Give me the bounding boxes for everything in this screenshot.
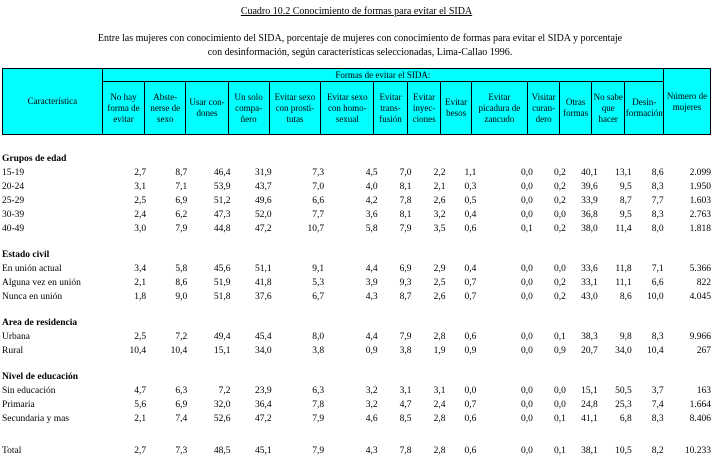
cell-value: 0,2	[553, 168, 566, 178]
cell-value: 2,2	[433, 168, 446, 178]
cell-value: 6,6	[651, 278, 664, 288]
cell-value: 3,2	[365, 386, 378, 396]
cell-value: 0,0	[464, 386, 477, 396]
cell-value: 9.966	[689, 332, 711, 342]
cell-value: 2,6	[433, 196, 446, 206]
cell-value: 0,0	[553, 210, 566, 220]
cell-value: 7,1	[651, 264, 664, 274]
cell-value: 9,1	[312, 264, 325, 274]
cell-value: 3,5	[433, 224, 446, 234]
cell-value: 6,7	[312, 292, 325, 302]
cell-value: 25,3	[615, 400, 632, 410]
cell-value: 11,4	[615, 224, 632, 234]
cell-value: 0,9	[365, 346, 378, 356]
cell-value: 7,9	[399, 332, 412, 342]
row-label: 15-19	[2, 168, 25, 178]
section-title: Grupos de edad	[2, 154, 67, 164]
cell-value: 0,1	[521, 224, 533, 234]
cell-value: 0,7	[464, 400, 477, 410]
table-row	[2, 290, 711, 304]
cell-value: 8,0	[651, 224, 664, 234]
section-header	[2, 152, 711, 166]
cell-value: 2,7	[134, 168, 147, 178]
table-header	[2, 68, 711, 135]
cell-value: 8,7	[399, 292, 412, 302]
cell-value: 7,9	[399, 224, 412, 234]
cell-value: 6,6	[312, 196, 325, 206]
cell-value: 10,7	[307, 224, 325, 234]
cell-value: 8,7	[175, 168, 188, 178]
cell-value: 48,5	[213, 446, 231, 456]
cell-value: 4,4	[365, 332, 378, 342]
cell-value: 0,2	[553, 278, 566, 288]
cell-value: 7,2	[175, 332, 188, 342]
cell-value: 50,5	[615, 386, 632, 396]
cell-value: 8,6	[619, 292, 632, 302]
table-subtitle	[60, 32, 660, 60]
cell-value: 2.099	[689, 168, 711, 178]
cell-value: 2,4	[433, 400, 446, 410]
cell-value: 20,7	[581, 346, 598, 356]
cell-value: 0,0	[521, 292, 533, 302]
cell-value: 0,6	[464, 446, 477, 456]
cell-value: 2,8	[433, 446, 446, 456]
cell-value: 7,0	[399, 168, 412, 178]
cell-value: 0,2	[553, 224, 566, 234]
cell-value: 0,0	[521, 386, 533, 396]
row-label: 25-29	[2, 196, 25, 206]
section-header	[2, 370, 711, 384]
cell-value: 4.045	[689, 292, 711, 302]
spacer-row	[2, 358, 711, 370]
cell-value: 10,4	[129, 346, 147, 356]
cell-value: 0,0	[521, 168, 533, 178]
cell-value: 41,1	[581, 414, 598, 424]
row-label: Nunca en unión	[2, 292, 63, 302]
table-body	[2, 152, 711, 458]
cell-value: 7,4	[175, 414, 188, 424]
cell-value: 0,0	[521, 414, 533, 424]
header-col: Otras formas	[560, 82, 592, 135]
cell-value: 8,3	[651, 414, 664, 424]
cell-value: 7,7	[312, 210, 325, 220]
cell-value: 0,0	[521, 196, 533, 206]
cell-value: 43,0	[581, 292, 598, 302]
cell-value: 3,8	[399, 346, 412, 356]
cell-value: 8,0	[312, 332, 325, 342]
header-col: Evitar besos	[441, 82, 472, 135]
cell-value: 7,8	[399, 446, 412, 456]
header-caracteristica: Característica	[3, 69, 103, 135]
cell-value: 2,1	[134, 414, 147, 424]
cell-value: 8,5	[399, 414, 412, 424]
spacer-cell	[2, 426, 711, 438]
cell-value: 2,4	[134, 210, 147, 220]
row-label: Total	[2, 446, 22, 456]
cell-value: 0,7	[464, 278, 477, 288]
cell-value: 8,1	[399, 182, 412, 192]
cell-value: 41,8	[254, 278, 272, 288]
header-col: Visitar curan-dero	[527, 82, 560, 135]
cell-value: 33,6	[581, 264, 598, 274]
cell-value: 47,2	[254, 224, 272, 234]
header-col: No hay forma de evitar	[102, 82, 145, 135]
cell-value: 8,2	[651, 446, 664, 456]
cell-value: 34,0	[254, 346, 272, 356]
cell-value: 0,0	[553, 400, 566, 410]
cell-value: 2,5	[134, 332, 147, 342]
subtitle-line-1: Entre las mujeres con conocimiento del SIDA, porcentaje de mujeres con conocimiento de formas para evitar el SIDA y porcentaje	[97, 33, 623, 44]
header-col: Desin-formación	[625, 82, 664, 135]
cell-value: 15,1	[213, 346, 231, 356]
section-title: Nivel de educación	[2, 372, 78, 382]
cell-value: 2,7	[134, 446, 147, 456]
cell-value: 31,9	[254, 168, 272, 178]
cell-value: 10,4	[646, 346, 664, 356]
cell-value: 4,4	[365, 264, 378, 274]
cell-value: 0,2	[553, 196, 566, 206]
cell-value: 9,5	[619, 210, 632, 220]
cell-value: 47,2	[254, 414, 272, 424]
cell-value: 3,8	[312, 346, 325, 356]
cell-value: 267	[696, 346, 711, 356]
header-col: Evitar sexo con prosti-tutas	[269, 82, 321, 135]
row-label: Sin educación	[2, 386, 56, 396]
cell-value: 10,4	[170, 346, 188, 356]
section-header	[2, 248, 711, 262]
cell-value: 3,1	[433, 386, 446, 396]
cell-value: 822	[696, 278, 711, 288]
cell-value: 0,3	[464, 182, 477, 192]
cell-value: 0,0	[553, 264, 566, 274]
cell-value: 4,6	[365, 414, 378, 424]
row-label: Primaria	[2, 400, 35, 410]
cell-value: 52,0	[254, 210, 272, 220]
cell-value: 4,3	[365, 292, 378, 302]
cell-value: 0,1	[553, 446, 566, 456]
cell-value: 8,7	[619, 196, 632, 206]
cell-value: 0,0	[521, 182, 533, 192]
cell-value: 24,8	[581, 400, 598, 410]
cell-value: 10.233	[684, 446, 711, 456]
cell-value: 5.366	[689, 264, 711, 274]
spacer-row	[2, 304, 711, 316]
cell-value: 5,3	[312, 278, 325, 288]
cell-value: 8,3	[651, 332, 664, 342]
cell-value: 0,1	[553, 332, 566, 342]
cell-value: 23,9	[254, 386, 272, 396]
cell-value: 7,8	[312, 400, 325, 410]
cell-value: 45,1	[254, 446, 272, 456]
cell-value: 5,8	[365, 224, 378, 234]
cell-value: 38,3	[581, 332, 598, 342]
cell-value: 8,3	[651, 210, 664, 220]
cell-value: 1.818	[689, 224, 711, 234]
cell-value: 6,9	[175, 400, 188, 410]
cell-value: 0,0	[521, 210, 533, 220]
cell-value: 2,6	[433, 292, 446, 302]
cell-value: 51,1	[254, 264, 272, 274]
cell-value: 11,1	[615, 278, 632, 288]
table-row	[2, 166, 711, 180]
cell-value: 1,9	[433, 346, 446, 356]
cell-value: 3,2	[433, 210, 446, 220]
row-label: Rural	[2, 346, 24, 356]
cell-value: 43,7	[254, 182, 272, 192]
cell-value: 0,9	[464, 346, 477, 356]
cell-value: 0,0	[521, 446, 533, 456]
cell-value: 1.950	[689, 182, 711, 192]
cell-value: 0,0	[521, 332, 533, 342]
cell-value: 2,8	[433, 414, 446, 424]
cell-value: 15,1	[581, 386, 598, 396]
table-row	[2, 194, 711, 208]
cell-value: 0,2	[553, 182, 566, 192]
cell-value: 9,5	[619, 182, 632, 192]
cell-value: 7,9	[312, 446, 325, 456]
table-row	[2, 398, 711, 412]
cell-value: 46,4	[213, 168, 231, 178]
cell-value: 3,1	[399, 386, 412, 396]
cell-value: 0,4	[464, 210, 477, 220]
cell-value: 3,6	[365, 210, 378, 220]
cell-value: 44,8	[213, 224, 231, 234]
table-row	[2, 276, 711, 290]
table-row	[2, 384, 711, 398]
cell-value: 3,9	[365, 278, 378, 288]
cell-value: 6,9	[175, 196, 188, 206]
total-row	[2, 438, 711, 458]
cell-value: 0,2	[553, 292, 566, 302]
cell-value: 11,8	[615, 264, 632, 274]
cell-value: 9,3	[399, 278, 412, 288]
cell-value: 0,7	[464, 292, 477, 302]
cell-value: 36,4	[254, 400, 272, 410]
header-col: Usar con-dones	[186, 82, 229, 135]
spacer-cell	[2, 358, 711, 370]
cell-value: 7,3	[175, 446, 188, 456]
spacer-cell	[2, 304, 711, 316]
cell-value: 0,5	[464, 196, 477, 206]
cell-value: 3,4	[134, 264, 147, 274]
row-label: Urbana	[2, 332, 30, 342]
cell-value: 0,0	[521, 264, 533, 274]
cell-value: 7,8	[399, 196, 412, 206]
header-group-title: Formas de evitar el SIDA:	[102, 69, 663, 82]
cell-value: 5,6	[134, 400, 147, 410]
cell-value: 0,1	[553, 414, 566, 424]
cell-value: 2,5	[433, 278, 446, 288]
table-row	[2, 412, 711, 426]
cell-value: 8.406	[689, 414, 711, 424]
cell-value: 9,0	[175, 292, 188, 302]
cell-value: 0,0	[521, 346, 533, 356]
cell-value: 7,4	[651, 400, 664, 410]
cell-value: 33,9	[581, 196, 598, 206]
cell-value: 4,7	[134, 386, 147, 396]
cell-value: 51,8	[213, 292, 231, 302]
table-row	[2, 222, 711, 236]
section-header	[2, 316, 711, 330]
spacer-row	[2, 426, 711, 438]
cell-value: 49,4	[213, 332, 231, 342]
section-title: Estado civil	[2, 250, 50, 260]
cell-value: 8,6	[175, 278, 188, 288]
cell-value: 7,0	[312, 182, 325, 192]
header-col: No sabe que hacer	[591, 82, 625, 135]
header-col: Un solo compa-ñero	[228, 82, 269, 135]
cell-value: 51,9	[213, 278, 231, 288]
cell-value: 2,1	[134, 278, 147, 288]
cell-value: 37,6	[254, 292, 272, 302]
cell-value: 6,3	[175, 386, 188, 396]
header-col: Evitar picadura de zancudo	[471, 82, 527, 135]
cell-value: 0,6	[464, 224, 477, 234]
cell-value: 10,0	[646, 292, 664, 302]
cell-value: 3,2	[365, 400, 378, 410]
table-row	[2, 208, 711, 222]
row-label: Secundaria y mas	[2, 414, 70, 424]
row-label: 30-39	[2, 210, 25, 220]
cell-value: 6,9	[399, 264, 412, 274]
cell-value: 0,0	[521, 278, 533, 288]
cell-value: 45,6	[213, 264, 231, 274]
header-col: Evitar trans-fusión	[374, 82, 408, 135]
cell-value: 36,8	[581, 210, 598, 220]
cell-value: 38,1	[581, 446, 598, 456]
header-col: Abste-nerse de sexo	[145, 82, 186, 135]
cell-value: 2,8	[433, 332, 446, 342]
cell-value: 0,0	[521, 400, 533, 410]
cell-value: 0,4	[464, 264, 477, 274]
cell-value: 45,4	[254, 332, 272, 342]
cell-value: 7,9	[312, 414, 325, 424]
cell-value: 3,7	[651, 386, 664, 396]
cell-value: 1,1	[464, 168, 477, 178]
row-label: 40-49	[2, 224, 25, 234]
section-title: Area de residencia	[2, 318, 78, 328]
cell-value: 33,1	[581, 278, 598, 288]
cell-value: 34,0	[615, 346, 632, 356]
cell-value: 6,8	[619, 414, 632, 424]
cell-value: 0,6	[464, 414, 477, 424]
cell-value: 10,5	[615, 446, 632, 456]
row-label: Alguna vez en unión	[2, 278, 81, 288]
cell-value: 53,9	[213, 182, 231, 192]
cell-value: 4,2	[365, 196, 378, 206]
table-row	[2, 344, 711, 358]
cell-value: 38,0	[581, 224, 598, 234]
cell-value: 7,2	[218, 386, 231, 396]
row-label: 20-24	[2, 182, 25, 192]
table-row	[2, 180, 711, 194]
cell-value: 163	[696, 386, 711, 396]
cell-value: 52,6	[213, 414, 231, 424]
table-title: Cuadro 10.2 Conocimiento de formas para evitar el SIDA	[240, 6, 473, 17]
cell-value: 2,1	[433, 182, 446, 192]
subtitle-line-2: con desinformación, según características seleccionadas, Lima-Callao 1996.	[207, 47, 513, 58]
cell-value: 1.664	[689, 400, 711, 410]
cell-value: 9,8	[619, 332, 632, 342]
cell-value: 4,5	[365, 168, 378, 178]
cell-value: 7,7	[651, 196, 664, 206]
row-label: En unión actual	[2, 264, 62, 274]
table-row	[2, 330, 711, 344]
cell-value: 0,6	[464, 332, 477, 342]
cell-value: 4,7	[399, 400, 412, 410]
cell-value: 8,6	[651, 168, 664, 178]
cell-value: 4,3	[365, 446, 378, 456]
header-numero-mujeres: Número de mujeres	[664, 69, 711, 135]
cell-value: 32,0	[213, 400, 231, 410]
cell-value: 47,3	[213, 210, 231, 220]
cell-value: 0,9	[553, 346, 566, 356]
spacer-cell	[2, 236, 711, 248]
cell-value: 1.603	[689, 196, 711, 206]
spacer-row	[2, 236, 711, 248]
cell-value: 7,1	[175, 182, 188, 192]
cell-value: 51,2	[213, 196, 231, 206]
cell-value: 8,1	[399, 210, 412, 220]
cell-value: 49,6	[254, 196, 272, 206]
cell-value: 3,0	[134, 224, 147, 234]
cell-value: 2,9	[433, 264, 446, 274]
header-col: Evitar sexo con homo-sexual	[321, 82, 374, 135]
cell-value: 8,3	[651, 182, 664, 192]
cell-value: 1,8	[134, 292, 147, 302]
cell-value: 13,1	[615, 168, 632, 178]
cell-value: 6,3	[312, 386, 325, 396]
cell-value: 7,3	[312, 168, 325, 178]
cell-value: 40,1	[581, 168, 598, 178]
header-col: Evitar inyec-ciones	[407, 82, 441, 135]
cell-value: 7,9	[175, 224, 188, 234]
cell-value: 4,0	[365, 182, 378, 192]
cell-value: 5,8	[175, 264, 188, 274]
cell-value: 3,1	[134, 182, 147, 192]
cell-value: 2.763	[689, 210, 711, 220]
cell-value: 39,6	[581, 182, 598, 192]
table-row	[2, 262, 711, 276]
cell-value: 2,5	[134, 196, 147, 206]
cell-value: 0,0	[553, 386, 566, 396]
cell-value: 6,2	[175, 210, 188, 220]
